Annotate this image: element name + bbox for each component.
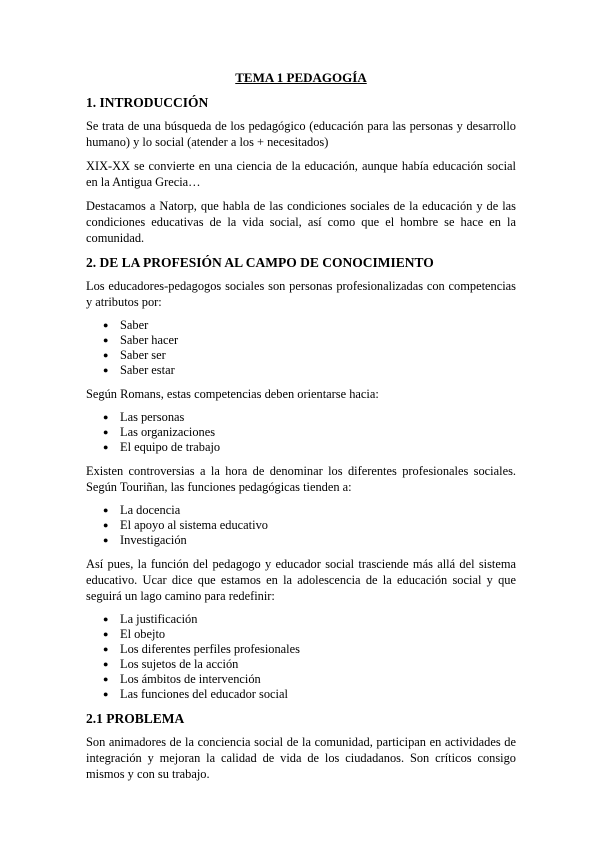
bullet-icon: ● bbox=[103, 614, 109, 624]
list-item: ● Las funciones del educador social bbox=[103, 687, 288, 701]
list-item: ● Los diferentes perfiles profesionales bbox=[103, 642, 300, 656]
list-item: ● La docencia bbox=[103, 503, 181, 517]
list-item: ● Investigación bbox=[103, 533, 187, 547]
paragraph: XIX-XX se convierte en una ciencia de la educación, aunque había educación social en la Antigua Grecia… bbox=[86, 159, 516, 189]
bullet-icon: ● bbox=[103, 535, 109, 545]
paragraph: Así pues, la función del pedagogo y educador social trasciende más allá del sistema educativo. Ucar dice que estamos en la adolescencia de la educación social y que seguirá un lago camino para redefinir: bbox=[86, 557, 516, 603]
document-title: TEMA 1 PEDAGOGÍA bbox=[235, 70, 367, 85]
section-heading-profesion: 2. DE LA PROFESIÓN AL CAMPO DE CONOCIMIENTO bbox=[86, 255, 434, 270]
bullet-icon: ● bbox=[103, 350, 109, 360]
list-item: ● Saber ser bbox=[103, 348, 166, 362]
list-item: ● Saber hacer bbox=[103, 333, 179, 347]
list-item: ● El equipo de trabajo bbox=[103, 440, 221, 454]
list-item: ● Las organizaciones bbox=[103, 425, 216, 439]
section-heading-problema: 2.1 PROBLEMA bbox=[86, 711, 185, 726]
bullet-icon: ● bbox=[103, 505, 109, 515]
paragraph: Según Romans, estas competencias deben orientarse hacia: bbox=[86, 387, 379, 401]
paragraph: Son animadores de la conciencia social de la comunidad, participan en actividades de integración y mejoran la calidad de vida de los ciudadanos. Son críticos consigo mismos y con su trabajo. bbox=[86, 735, 516, 781]
list-item: ● Los ámbitos de intervención bbox=[103, 672, 261, 686]
list-item: ● El obejto bbox=[103, 627, 166, 641]
bullet-icon: ● bbox=[103, 442, 109, 452]
bullet-icon: ● bbox=[103, 644, 109, 654]
list-item: ● Saber bbox=[103, 318, 149, 332]
paragraph: Existen controversias a la hora de denominar los diferentes profesionales sociales. Según Touriñan, las funciones pedagógicas tienden a: bbox=[86, 464, 516, 494]
bullet-icon: ● bbox=[103, 335, 109, 345]
paragraph: Se trata de una búsqueda de los pedagógico (educación para las personas y desarrollo humano) y lo social (atender a los + necesitados) bbox=[86, 119, 516, 149]
bullet-icon: ● bbox=[103, 689, 109, 699]
list-item: ● Las personas bbox=[103, 410, 185, 424]
bullet-list-competencias bbox=[86, 318, 516, 378]
bullet-icon: ● bbox=[103, 365, 109, 375]
bullet-icon: ● bbox=[103, 412, 109, 422]
bullet-icon: ● bbox=[103, 674, 109, 684]
bullet-list-romans bbox=[86, 410, 516, 455]
bullet-icon: ● bbox=[103, 659, 109, 669]
section-heading-introduccion: 1. INTRODUCCIÓN bbox=[86, 95, 209, 110]
bullet-list-tourinan bbox=[86, 503, 516, 548]
paragraph: Destacamos a Natorp, que habla de las condiciones sociales de la educación y de las condiciones educativas de la vida social, así como que el hombre se hace en la comunidad. bbox=[86, 199, 516, 245]
bullet-icon: ● bbox=[103, 629, 109, 639]
bullet-list-ucar bbox=[86, 612, 516, 702]
list-item: ● Los sujetos de la acción bbox=[103, 657, 239, 671]
bullet-icon: ● bbox=[103, 520, 109, 530]
bullet-icon: ● bbox=[103, 320, 109, 330]
bullet-icon: ● bbox=[103, 427, 109, 437]
paragraph: Los educadores-pedagogos sociales son personas profesionalizadas con competencias y atributos por: bbox=[86, 279, 516, 309]
list-item: ● El apoyo al sistema educativo bbox=[103, 518, 268, 532]
list-item: ● Saber estar bbox=[103, 363, 175, 377]
list-item: ● La justificación bbox=[103, 612, 198, 626]
